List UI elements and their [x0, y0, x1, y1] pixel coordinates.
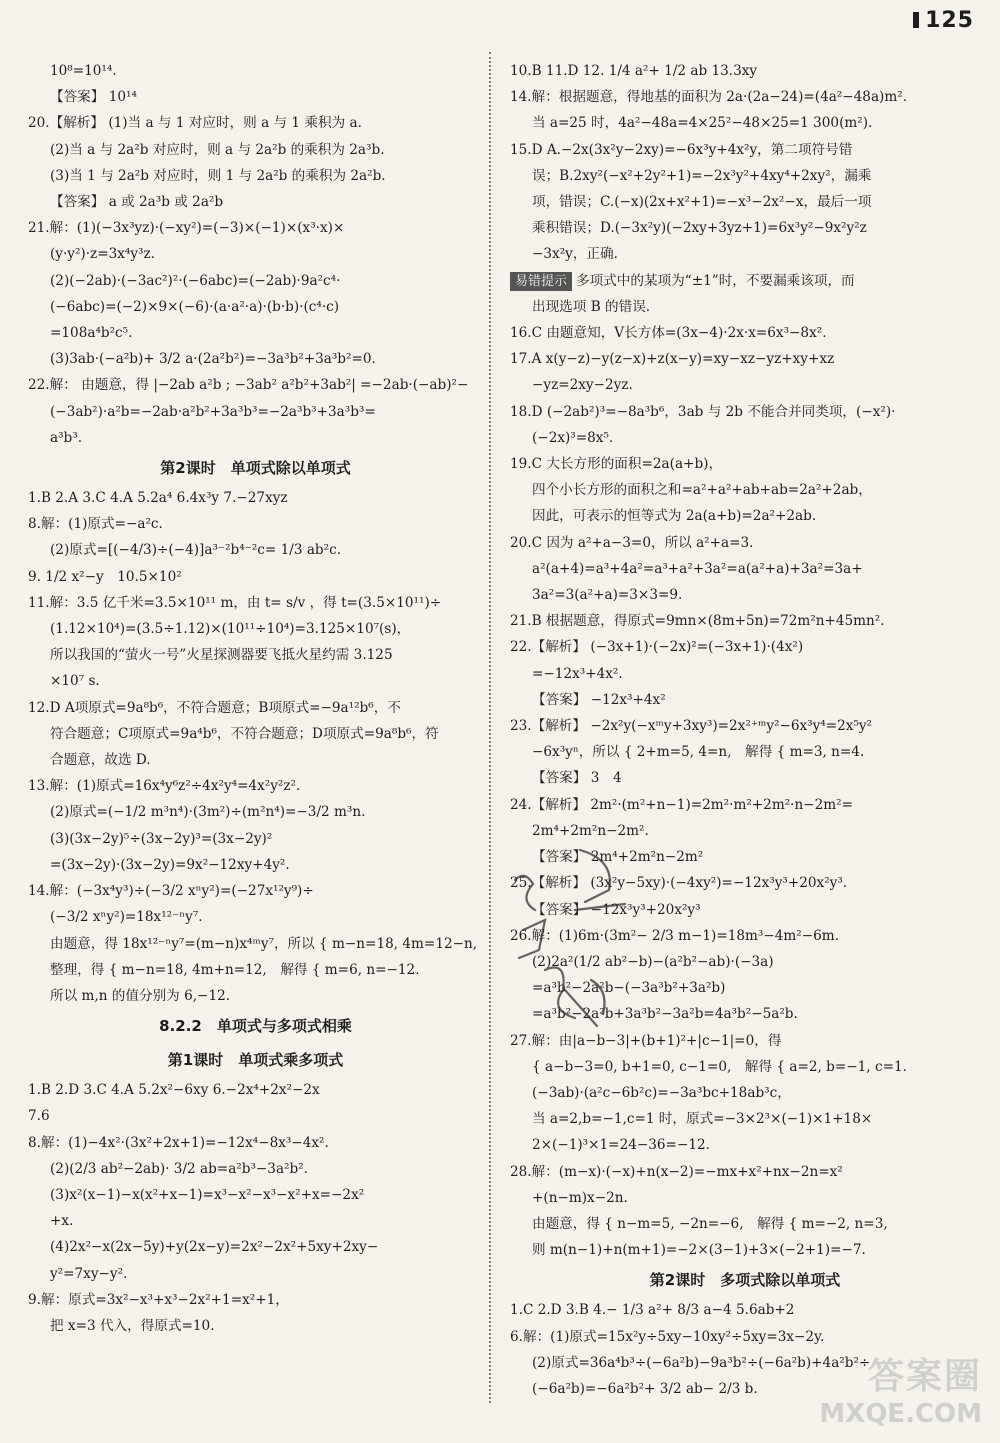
text-line: (2)原式=36a⁴b³÷(−6a²b)−9a³b²÷(−6a²b)+4a²b²÷: [532, 1354, 871, 1371]
text-line: 2m⁴+2m²n−2m².: [532, 822, 649, 839]
text-line: 19.C 大长方形的面积=2a(a+b)，: [510, 456, 723, 473]
text-line: (3)x²(x−1)−x(x²+x−1)=x³−x²−x³−x²+x=−2x²: [50, 1186, 365, 1203]
text-line: =(3x−2y)·(3x−2y)=9x²−12xy+4y².: [50, 856, 290, 873]
page-number: 125: [913, 8, 974, 33]
text-line: 当 a=2,b=−1,c=1 时，原式=−3×2³×(−1)×1+18×: [532, 1111, 873, 1128]
text-line: (2)当 a 与 2a²b 对应时，则 a 与 2a²b 的乘积为 2a³b.: [50, 141, 385, 158]
text-line: −6x³yⁿ，所以 { 2+m=5, 4=n, 解得 { m=3, n=4.: [532, 744, 865, 761]
text-line: 3a²=3(a²+a)=3×3=9.: [532, 587, 683, 604]
text-line: (−3ab²)·a²b=−2ab·a²b²+3a³b³=−2a³b³+3a³b³=: [50, 403, 376, 420]
section-heading: 第2课时 多项式除以单项式: [649, 1271, 841, 1290]
text-line: 因此，可表示的恒等式为 2a(a+b)=2a²+2ab.: [532, 508, 817, 525]
text-line: 符合题意；C项原式=9a⁴b⁶，不符合题意；D项原式=9a⁸b⁶，符: [50, 725, 439, 742]
text-line: 项，错误；C.(−x)(2x+x²+1)=−x³−2x²−x，最后一项: [532, 194, 872, 211]
text-line: 28.解：(m−x)·(−x)+n(x−2)=−mx+x²+nx−2n=x²: [510, 1163, 843, 1180]
text-line: 10.B 11.D 12. 1/4 a²+ 1/2 ab 13.3xy: [510, 63, 758, 79]
text-line: 8.解：(1)−4x²·(3x²+2x+1)=−12x⁴−8x³−4x².: [28, 1134, 329, 1151]
text-line: (2)(−2ab)·(−3ac²)²·(−6abc)=(−2ab)·9a²c⁴·: [50, 272, 341, 289]
text-line: y²=7xy−y².: [50, 1265, 128, 1282]
text-line: (3)3ab·(−a²b)+ 3/2 a·(2a²b²)=−3a³b²+3a³b²=0.: [50, 351, 376, 368]
text-line: 1.C 2.D 3.B 4.− 1/3 a²+ 8/3 a−4 5.6ab+2: [510, 1302, 795, 1319]
text-line: 15.D A.−2x(3x²y−2xy)=−6x³y+4x²y，第二项符号错: [510, 141, 853, 158]
text-line: 出现选项 B 的错误.: [532, 298, 651, 315]
text-line: 把 x=3 代入，得原式=10.: [50, 1317, 215, 1334]
text-line: (−3ab)·(a²c−6b²c)=−3a³bc+18ab³c，: [532, 1084, 791, 1101]
tip-badge: 易错提示: [510, 272, 572, 291]
text-line: 6.解：(1)原式=15x²y÷5xy−10xy²÷5xy=3x−2y.: [510, 1328, 825, 1345]
text-line: 【答案】 2m⁴+2m²n−2m²: [532, 849, 704, 866]
text-line: 【答案】 3 4: [532, 770, 622, 787]
text-line: (1.12×10⁴)=(3.5÷1.12)×(10¹¹÷10⁴)=3.125×10⁷(s)，: [50, 621, 411, 638]
text-line: 由题意，得 18x¹²⁻ⁿy⁷=(m−n)x⁴ᵐy⁷，所以 { m−n=18, 4m=12−n,: [50, 935, 478, 952]
text-line: 24.【解析】 2m²·(m²+n−1)=2m²·m²+2m²·n−2m²=: [510, 796, 854, 813]
text-line: 所以我国的“萤火一号”火星探测器要飞抵火星约需 3.125: [50, 647, 393, 664]
handwritten-stamp: [505, 840, 635, 1040]
text-line: 7.6: [28, 1108, 50, 1125]
watermark: 答案圈 MXQE.COM: [819, 1356, 982, 1429]
text-line: 9. 1/2 x²−y 10.5×10²: [28, 568, 182, 585]
text-line: 27.解：由|a−b−3|+(b+1)²+|c−1|=0，得: [510, 1032, 782, 1049]
text-line: 25.【解析】 (3x²y−5xy)·(−4xy²)=−12x³y³+20x²y³.: [510, 875, 848, 892]
text-line: 9.解：原式=3x²−x³+x³−2x²+1=x²+1，: [28, 1291, 289, 1308]
text-line: (−6abc)=(−2)×9×(−6)·(a·a²·a)·(b·b)·(c⁴·c): [50, 298, 340, 315]
text-line: 【答案】 a 或 2a³b 或 2a²b: [50, 194, 224, 211]
text-line: a³b³.: [50, 429, 83, 446]
text-line: 21.解：(1)(−3x³yz)·(−xy²)=(−3)×(−1)×(x³·x)×: [28, 220, 345, 237]
text-line: 22.解： 由题意，得 |−2ab a²b ; −3ab² a²b²+3ab²| =−2ab·(−ab)²−: [28, 377, 469, 394]
text-line: 合题意，故选 D.: [50, 752, 151, 769]
text-line: 16.C 由题意知，V长方体=(3x−4)·2x·x=6x³−8x².: [510, 325, 827, 342]
text-line: 18.D (−2ab²)³=−8a³b⁶，3ab 与 2b 不能合并同类项，(−x²)·: [510, 403, 896, 420]
text-line: −yz=2xy−2yz.: [532, 377, 633, 394]
text-line: 【答案】 10¹⁴: [50, 89, 137, 106]
text-line: a²(a+4)=a³+4a²=a³+a²+3a²=a(a²+a)+3a²=3a+: [532, 560, 863, 577]
text-line: 四个小长方形的面积之和=a²+a²+ab+ab=2a²+2ab，: [532, 482, 872, 499]
text-line: +(n−m)x−2n.: [532, 1189, 628, 1206]
text-line: (−3/2 xⁿy²)=18x¹²⁻ⁿy⁷.: [50, 909, 203, 926]
text-line: 10⁸=10¹⁴.: [50, 63, 117, 79]
text-line: (2)原式=(−1/2 m³n⁴)·(3m²)÷(m²n⁴)=−3/2 m³n.: [50, 804, 366, 821]
text-line: 20.【解析】 (1)当 a 与 1 对应时，则 a 与 1 乘积为 a.: [28, 115, 362, 132]
text-line: { a−b−3=0, b+1=0, c−1=0, 解得 { a=2, b=−1, c=1.: [532, 1058, 907, 1075]
text-line: 8.解：(1)原式=−a²c.: [28, 516, 163, 533]
text-line: 1.B 2.A 3.C 4.A 5.2a⁴ 6.4x³y 7.−27xyz: [28, 490, 288, 507]
text-line: 20.C 因为 a²+a−3=0，所以 a²+a=3.: [510, 534, 754, 551]
text-line: 12.D A项原式=9a⁸b⁶，不符合题意；B项原式=−9a¹²b⁶，不: [28, 699, 401, 716]
text-line: 当 a=25 时，4a²−48a=4×25²−48×25=1 300(m²).: [532, 115, 873, 132]
text-line: (y·y²)·z=3x⁴y³z.: [50, 246, 155, 263]
text-line: =a³b²−2a²b−(−3a³b²+3a²b): [532, 980, 726, 997]
text-line: =−12x³+4x².: [532, 665, 623, 682]
text-line: (−6a²b)=−6a²b²+ 3/2 ab− 2/3 b.: [532, 1380, 758, 1397]
page-mark: [913, 12, 919, 28]
text-line: (3)(3x−2y)⁵÷(3x−2y)³=(3x−2y)²: [50, 830, 273, 847]
text-line: =a³b²−2a²b+3a³b²−3a²b=4a³b²−5a²b.: [532, 1006, 798, 1023]
text-line: (2)2a²(1/2 ab²−b)−(a²b²−ab)·(−3a): [532, 953, 774, 970]
text-line: 21.B 根据题意，得原式=9mn×(8m+5n)=72m²n+45mn².: [510, 613, 885, 630]
text-line: (4)2x²−x(2x−5y)+y(2x−y)=2x²−2x²+5xy+2xy−: [50, 1239, 379, 1256]
text-line: 【答案】 −12x³y³+20x²y³: [532, 901, 701, 918]
text-line: 则 m(n−1)+n(m+1)=−2×(3−1)+3×(−2+1)=−7.: [532, 1242, 866, 1259]
text-line: 13.解：(1)原式=16x⁴y⁶z²÷4x²y⁴=4x²y²z².: [28, 778, 301, 795]
text-line: 乘积错误；D.(−3x²y)(−2xy+3yz+1)=6x³y²−9x²y²z: [532, 220, 867, 237]
text-line: 整理，得 { m−n=18, 4m+n=12, 解得 { m=6, n=−12.: [50, 961, 420, 978]
text-line: 14.解：(−3x⁴y³)÷(−3/2 xⁿy²)=(−27x¹²y⁹)÷: [28, 883, 314, 900]
text-line: 2×(−1)³×1=24−36=−12.: [532, 1137, 710, 1154]
column-divider: [489, 52, 491, 1403]
text-line: 11.解：3.5 亿千米=3.5×10¹¹ m，由 t= s/v ，得 t=(3.5×10¹¹)÷: [28, 594, 442, 611]
text-line: 所以 m,n 的值分别为 6,−12.: [50, 987, 231, 1004]
text-line: 22.【解析】 (−3x+1)·(−2x)²=(−3x+1)·(4x²): [510, 639, 804, 656]
section-heading: 第1课时 单项式乘多项式: [167, 1051, 344, 1070]
section-heading: 第2课时 单项式除以单项式: [160, 459, 351, 478]
text-line: (−2x)³=8x⁵.: [532, 429, 614, 446]
tip-text: 多项式中的某项为“±1”时，不要漏乘该项，而: [576, 272, 855, 289]
text-line: ×10⁷ s.: [50, 673, 100, 690]
text-line: (2)(2/3 ab²−2ab)· 3/2 ab=a²b³−3a²b².: [50, 1160, 308, 1177]
text-line: =108a⁴b²c⁵.: [50, 325, 133, 342]
left-column: [28, 58, 483, 1413]
text-line: 【答案】 −12x³+4x²: [532, 691, 666, 708]
text-line: (3)当 1 与 2a²b 对应时，则 1 与 2a²b 的乘积为 2a²b.: [50, 167, 386, 184]
text-line: 23.【解析】 −2x²y(−xᵐy+3xy³)=2x²⁺ᵐy²−6x³y⁴=2x⁵y²: [510, 718, 873, 735]
text-line: 26.解：(1)6m·(3m²− 2/3 m−1)=18m³−4m²−6m.: [510, 927, 840, 944]
text-line: 误；B.2xy²(−x²+2y²+1)=−2x³y²+4xy⁴+2xy²，漏乘: [532, 167, 872, 184]
text-line: 由题意，得 { n−m=5, −2n=−6, 解得 { m=−2, n=3,: [532, 1215, 888, 1232]
text-line: 14.解：根据题意，得地基的面积为 2a·(2a−24)=(4a²−48a)m².: [510, 89, 908, 106]
text-line: 17.A x(y−z)−y(z−x)+z(x−y)=xy−xz−yz+xy+xz: [510, 351, 835, 368]
section-heading: 8.2.2 单项式与多项式相乘: [159, 1017, 352, 1036]
text-line: 1.B 2.D 3.C 4.A 5.2x²−6xy 6.−2x⁴+2x²−2x: [28, 1082, 320, 1099]
text-line: +x.: [50, 1213, 74, 1230]
text-line: −3x²y，正确.: [532, 246, 618, 263]
right-column: [510, 58, 980, 1413]
tip-line: [510, 268, 980, 294]
text-line: (2)原式=[(−4/3)÷(−4)]a³⁻²b⁴⁻²c= 1/3 ab²c.: [50, 542, 342, 559]
